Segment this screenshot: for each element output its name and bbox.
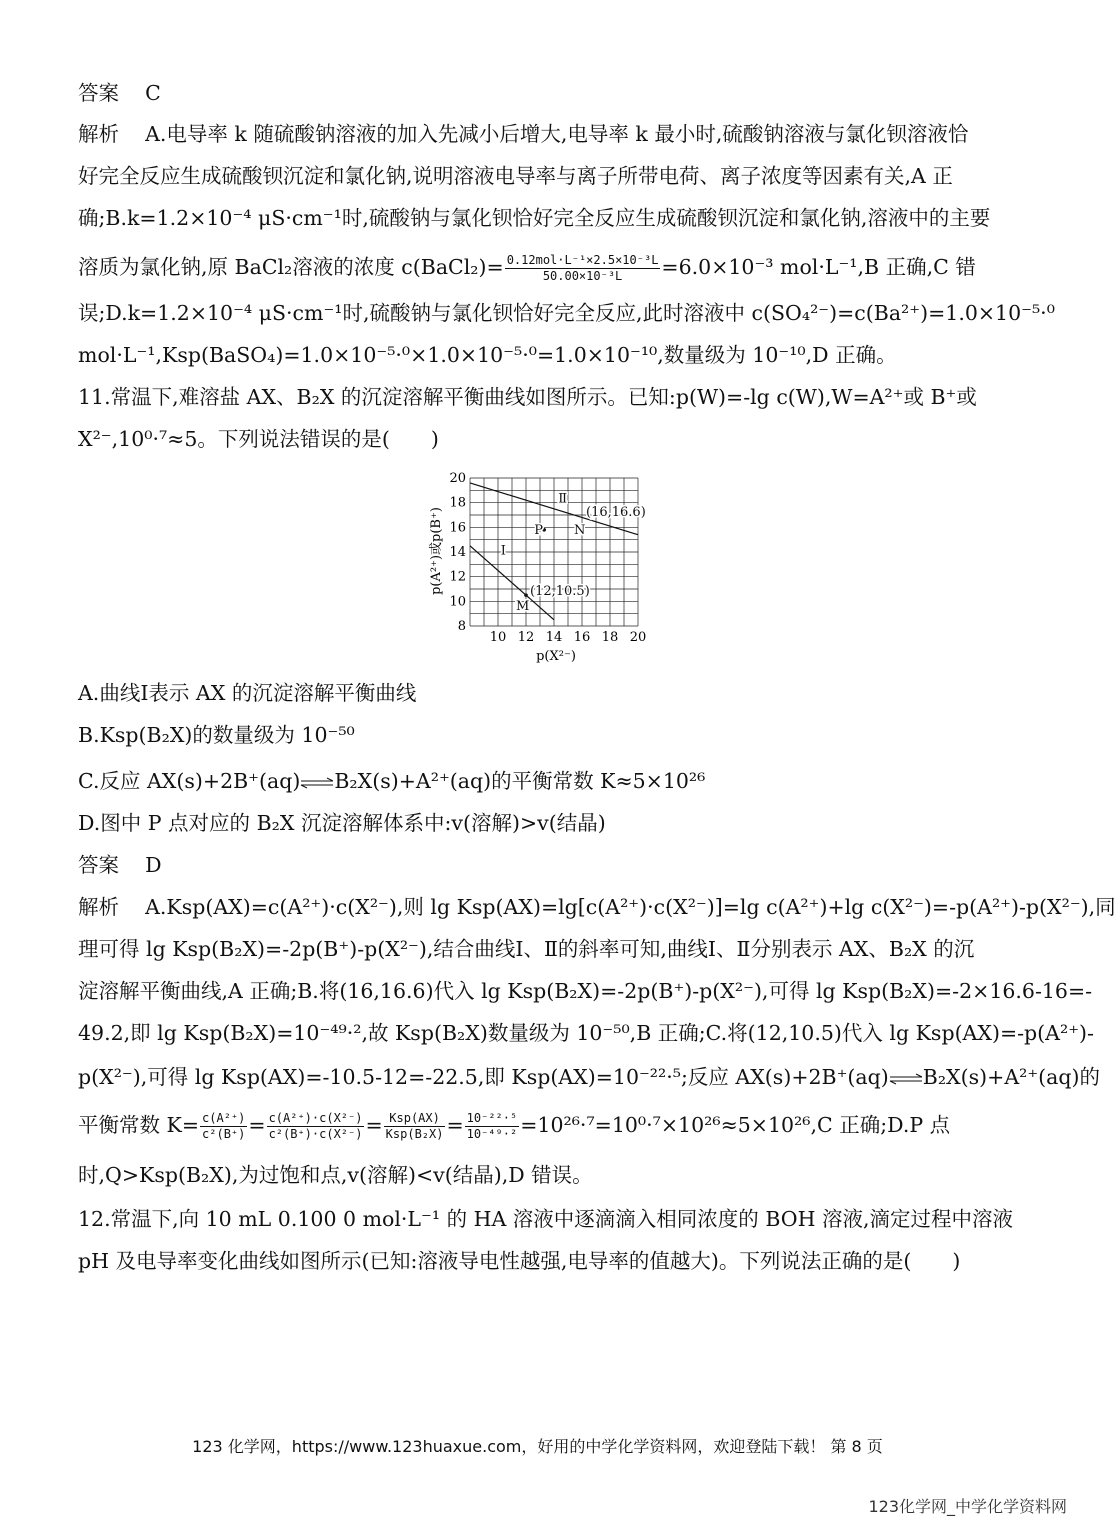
fraction-denominator: c²(B⁺)·c(X²⁻)	[268, 1127, 363, 1141]
curve-label: Ⅱ	[558, 491, 568, 507]
x-tick-label: 10	[489, 630, 507, 645]
q10-analysis-line-6: mol·L⁻¹,Ksp(BaSO₄)=1.0×10⁻⁵·⁰×1.0×10⁻⁵·⁰=1.0×10⁻¹⁰,数量级为 10⁻¹⁰,D 正确。	[78, 343, 897, 367]
point-label: N	[574, 522, 586, 538]
point-label: (12,10.5)	[530, 584, 590, 600]
q11-analysis-line-3: 淀溶解平衡曲线,A 正确;B.将(16,16.6)代入 lg Ksp(B₂X)=-2p(B⁺)-p(X²⁻),可得 lg Ksp(B₂X)=-2×16.6-16=-	[78, 979, 1093, 1003]
q11-stem-line-2: X²⁻,10⁰·⁷≈5。下列说法错误的是( )	[78, 427, 439, 451]
analysis-text: =10²⁶·⁷=10⁰·⁷×10²⁶≈5×10²⁶,C 正确;D.P 点	[520, 1113, 951, 1137]
chart-grid	[470, 478, 638, 626]
analysis-text: 平衡常数 K=	[78, 1113, 200, 1137]
analysis-text: 溶质为氯化钠,原 BaCl₂溶液的浓度 c(BaCl₂)=	[78, 255, 504, 279]
q11-stem-line-1: 11.常温下,难溶盐 AX、B₂X 的沉淀溶解平衡曲线如图所示。已知:p(W)=-lg c(W),W=A²⁺或 B⁺或	[78, 385, 977, 409]
y-tick-label: 16	[449, 520, 466, 536]
equilibrium-chart	[420, 466, 660, 666]
answer-label: 答案	[78, 81, 119, 105]
site-watermark: 123化学网_中学化学资料网	[868, 1497, 1067, 1516]
q12-stem-line-1: 12.常温下,向 10 mL 0.100 0 mol·L⁻¹ 的 HA 溶液中逐滴滴入相同浓度的 BOH 溶液,滴定过程中溶液	[78, 1207, 1013, 1231]
fraction-denominator: 10⁻⁴⁹·²	[466, 1127, 518, 1141]
x-tick-label: 18	[601, 630, 619, 645]
q11-option-d: D.图中 P 点对应的 B₂X 沉淀溶解体系中:v(溶解)>v(结晶)	[78, 811, 606, 835]
analysis-text: =6.0×10⁻³ mol·L⁻¹,B 正确,C 错	[661, 255, 976, 279]
x-tick-label: 12	[517, 630, 535, 645]
fraction	[505, 253, 661, 284]
q11-analysis-line-2: 理可得 lg Ksp(B₂X)=-2p(B⁺)-p(X²⁻),结合曲线Ⅰ、Ⅱ的斜率可知,曲线Ⅰ、Ⅱ分别表示 AX、B₂X 的沉	[78, 937, 975, 961]
q11-option-c	[78, 766, 705, 796]
q11-analysis-line-5	[78, 1062, 1100, 1092]
chart-ticks	[449, 471, 646, 645]
chart-annotations	[516, 505, 646, 614]
option-c-text: C.反应 AX(s)+2B⁺(aq)	[78, 769, 301, 793]
point-label: P	[534, 522, 543, 538]
point-marker	[524, 593, 528, 597]
x-axis-label: p(X²⁻)	[536, 649, 576, 664]
analysis-text: p(X²⁻),可得 lg Ksp(AX)=-10.5-12=-22.5,即 Ksp(AX)=10⁻²²·⁵;反应 AX(s)+2B⁺(aq)	[78, 1065, 889, 1089]
q10-analysis-line-2: 好完全反应生成硫酸钡沉淀和氯化钠,说明溶液电导率与离子所带电荷、离子浓度等因素有关,A 正	[78, 164, 953, 188]
q11-analysis-line-4: 49.2,即 lg Ksp(B₂X)=10⁻⁴⁹·²,故 Ksp(B₂X)数量级为 10⁻⁵⁰,B 正确;C.将(12,10.5)代入 lg Ksp(AX)=-p(A²⁺)-	[78, 1021, 1094, 1045]
y-tick-label: 20	[449, 471, 466, 486]
fraction-numerator: c(A²⁺)	[202, 1111, 246, 1125]
point-label: (16,16.6)	[586, 504, 646, 520]
q11-answer-line	[78, 850, 162, 880]
equilibrium-arrow-icon	[889, 1073, 923, 1085]
answer-value: C	[145, 81, 161, 105]
fraction-numerator: 0.12mol·L⁻¹×2.5×10⁻³L	[506, 253, 659, 267]
curve-label: Ⅰ	[500, 543, 506, 559]
q11-analysis-line-7: 时,Q>Ksp(B₂X),为过饱和点,v(溶解)<v(结晶),D 错误。	[78, 1163, 593, 1187]
answer-label: 答案	[78, 853, 119, 877]
equilibrium-arrow-icon	[300, 777, 334, 789]
analysis-label: 解析	[78, 122, 119, 146]
fraction	[465, 1111, 520, 1142]
analysis-label: 解析	[78, 895, 119, 919]
x-tick-label: 16	[573, 630, 591, 645]
x-tick-label: 14	[545, 630, 563, 645]
y-tick-label: 12	[449, 569, 466, 585]
q11-analysis-line-6: 平衡常数 K= $\frac{\text{c(A²⁺)}}{\text{c²(B⁺)}}$ = $\frac{\text{c(A²⁺)·c(X²⁻)}}{\text{c²(B⁺)·c(X²⁻)}}$ = $\frac{\text{Ksp(AX)}}{\text{Ksp(B₂X)}}$ = $\frac{\text{10⁻²²·⁵}}{\text{10⁻⁴⁹·²}}$ =10²⁶·⁷=10⁰·⁷×10²⁶≈5×10²⁶,C 正确;D.P 点	[78, 1111, 951, 1141]
y-tick-label: 18	[449, 495, 466, 511]
q10-analysis-line-4	[78, 252, 976, 284]
option-c-text: B₂X(s)+A²⁺(aq)的平衡常数 K≈5×10²⁶	[334, 769, 706, 793]
q12-stem-line-2: pH 及电导率变化曲线如图所示(已知:溶液导电性越强,电导率的值越大)。下列说法正确的是( )	[78, 1249, 961, 1273]
y-tick-label: 8	[457, 619, 466, 634]
analysis-text: B₂X(s)+A²⁺(aq)的	[922, 1065, 1101, 1089]
page-footer: 123 化学网，https://www.123huaxue.com，好用的中学化学资料网，欢迎登陆下载！ 第 8 页	[192, 1437, 883, 1456]
fraction	[384, 1111, 446, 1142]
fraction-denominator: c²(B⁺)	[202, 1127, 246, 1141]
fraction-denominator: Ksp(B₂X)	[385, 1127, 444, 1141]
q11-analysis-line-1	[78, 892, 1116, 922]
q11-option-b: B.Ksp(B₂X)的数量级为 10⁻⁵⁰	[78, 723, 355, 747]
fraction-denominator: 50.00×10⁻³L	[542, 269, 623, 283]
y-tick-label: 10	[449, 594, 466, 610]
q10-answer-line	[78, 78, 161, 108]
fraction-numerator: 10⁻²²·⁵	[466, 1111, 518, 1125]
fraction-numerator: Ksp(AX)	[384, 1111, 446, 1127]
q11-option-a: A.曲线Ⅰ表示 AX 的沉淀溶解平衡曲线	[78, 681, 417, 705]
fraction-numerator: c(A²⁺)·c(X²⁻)	[268, 1111, 363, 1125]
q10-analysis-line-3: 确;B.k=1.2×10⁻⁴ μS·cm⁻¹时,硫酸钠与氯化钡恰好完全反应生成硫酸钡沉淀和氯化钠,溶液中的主要	[78, 206, 991, 230]
y-tick-label: 14	[449, 545, 466, 560]
q10-analysis-line-1	[78, 119, 968, 149]
fraction	[200, 1111, 247, 1142]
analysis-text: A.Ksp(AX)=c(A²⁺)·c(X²⁻),则 lg Ksp(AX)=lg[c(A²⁺)·c(X²⁻)]=lg c(A²⁺)+lg c(X²⁻)=-p(A²⁺)-p(X²⁻),同	[145, 895, 1116, 919]
x-tick-label: 20	[629, 630, 647, 645]
q10-analysis-line-5: 误;D.k=1.2×10⁻⁴ μS·cm⁻¹时,硫酸钠与氯化钡恰好完全反应,此时溶液中 c(SO₄²⁻)=c(Ba²⁺)=1.0×10⁻⁵·⁰	[78, 301, 1055, 325]
analysis-text: A.电导率 k 随硫酸钠溶液的加入先减小后增大,电导率 k 最小时,硫酸钠溶液与氯化钡溶液恰	[145, 122, 969, 146]
point-label: M	[516, 599, 530, 615]
fraction	[267, 1111, 365, 1142]
answer-value: D	[145, 853, 162, 877]
y-axis-label: p(A²⁺)或p(B⁺)	[429, 507, 444, 595]
